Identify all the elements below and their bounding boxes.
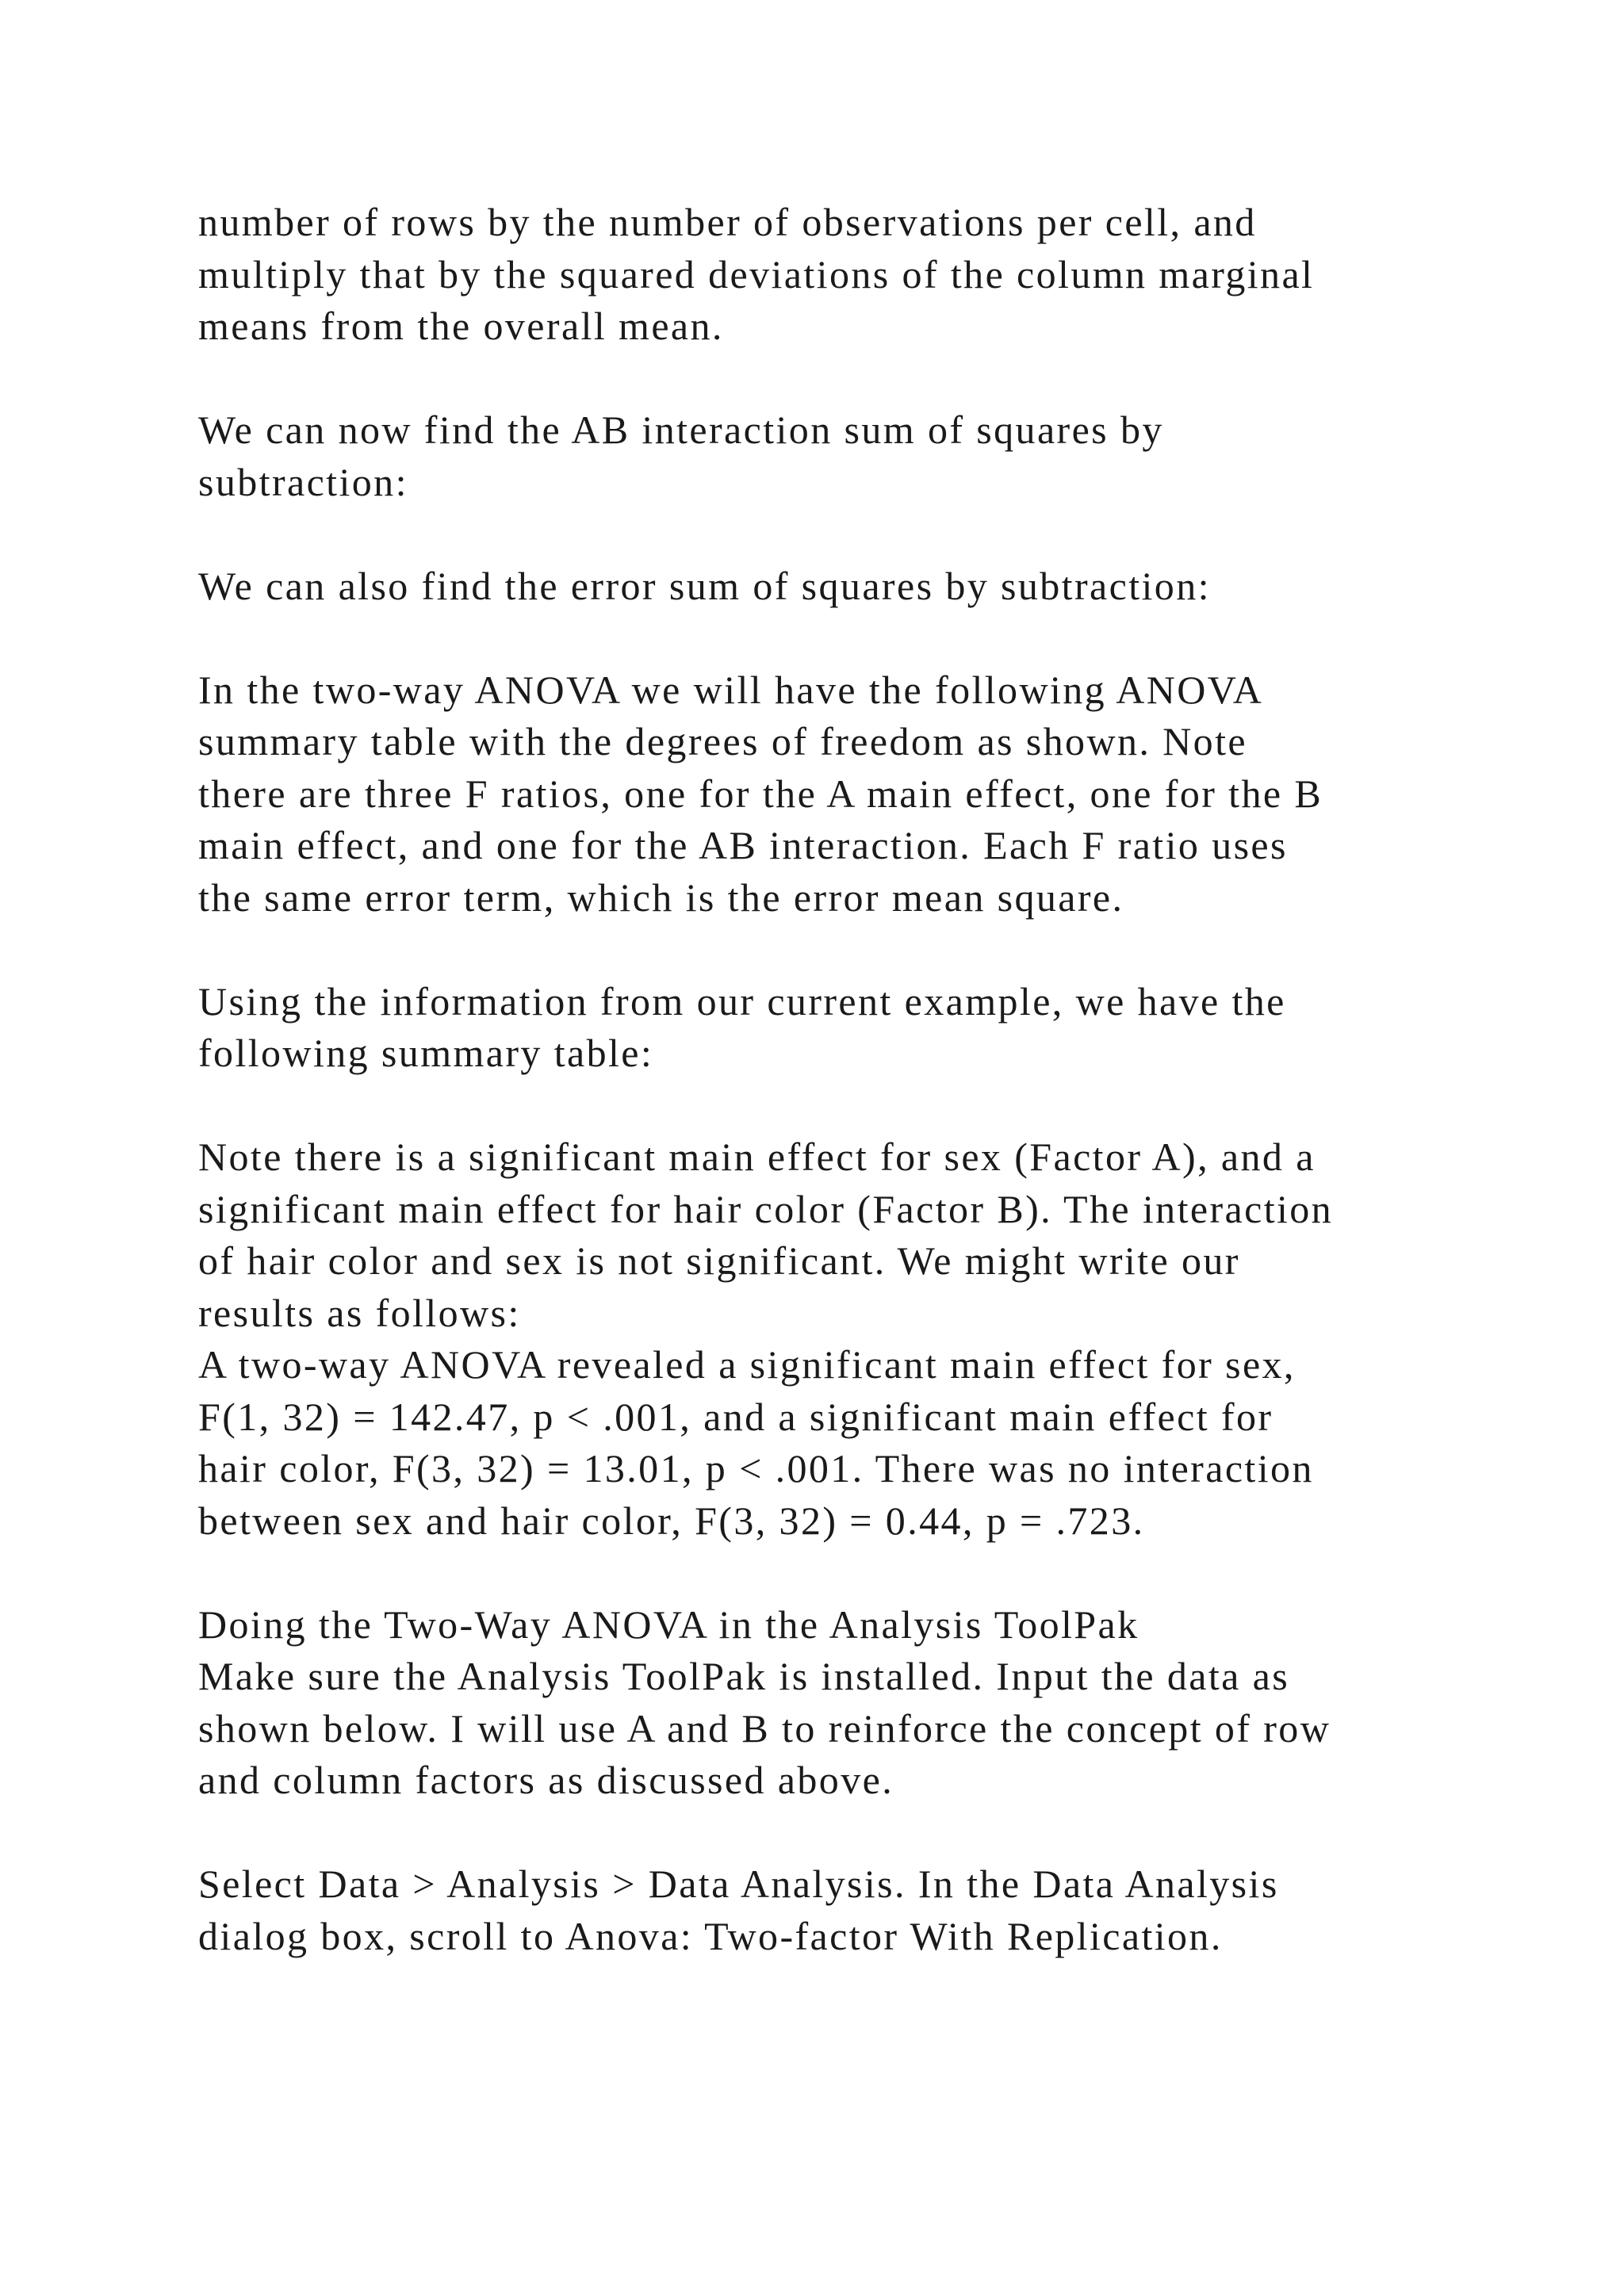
- text-line: between sex and hair color, F(3, 32) = 0.44, p = .723.: [198, 1498, 1145, 1543]
- text-line: multiply that by the squared deviations of the column marginal: [198, 251, 1315, 297]
- text-line: A two-way ANOVA revealed a significant main effect for sex,: [198, 1342, 1296, 1387]
- text-line: dialog box, scroll to Anova: Two-factor With Replication.: [198, 1913, 1223, 1958]
- paragraph-ab-interaction: [198, 404, 1546, 508]
- paragraph-error-ss: [198, 561, 1546, 613]
- paragraph-column-ss-explanation: [198, 197, 1546, 353]
- text-line: Make sure the Analysis ToolPak is installed. Input the data as: [198, 1654, 1290, 1698]
- text-line: the same error term, which is the error mean square.: [198, 874, 1124, 920]
- text-line: there are three F ratios, one for the A main effect, one for the B: [198, 771, 1323, 816]
- paragraph-gap: [198, 924, 1546, 976]
- text-line: results as follows:: [198, 1290, 521, 1335]
- text-line: and column factors as discussed above.: [198, 1758, 894, 1802]
- text-line: Note there is a significant main effect for sex (Factor A), and a: [198, 1135, 1316, 1179]
- text-line: significant main effect for hair color (Factor B). The interaction: [198, 1186, 1334, 1231]
- text-line: following summary table:: [198, 1031, 654, 1075]
- text-line: summary table with the degrees of freedom as shown. Note: [198, 719, 1247, 763]
- paragraph-gap: [198, 353, 1546, 405]
- paragraph-anova-summary: [198, 664, 1546, 924]
- paragraph-gap: [198, 1807, 1546, 1859]
- text-line: number of rows by the number of observations per cell, and: [198, 200, 1257, 244]
- paragraph-select-data: [198, 1858, 1546, 1962]
- paragraph-current-example: [198, 976, 1546, 1080]
- paragraph-toolpak: [198, 1599, 1546, 1807]
- text-line: of hair color and sex is not significant. We might write our: [198, 1238, 1240, 1283]
- text-line: Using the information from our current example, we have the: [198, 978, 1286, 1024]
- text-line: subtraction:: [198, 459, 408, 504]
- text-line: F(1, 32) = 142.47, p < .001, and a significant main effect for: [198, 1394, 1274, 1439]
- text-line: main effect, and one for the AB interaction. Each F ratio uses: [198, 823, 1288, 867]
- text-line: We can now find the AB interaction sum of squares by: [198, 408, 1164, 452]
- paragraph-gap: [198, 612, 1546, 664]
- paragraph-gap: [198, 1080, 1546, 1132]
- text-line: We can also find the error sum of squares by subtraction:: [198, 563, 1211, 608]
- document-body: [198, 197, 1546, 1962]
- paragraph-gap: [198, 508, 1546, 561]
- section-heading-line: Doing the Two-Way ANOVA in the Analysis ToolPak: [198, 1601, 1139, 1647]
- paragraph-gap: [198, 1547, 1546, 1599]
- text-line: means from the overall mean.: [198, 304, 724, 348]
- paragraph-results: [198, 1131, 1546, 1547]
- text-line: Select Data > Analysis > Data Analysis. In the Data Analysis: [198, 1862, 1279, 1906]
- text-line: In the two-way ANOVA we will have the following ANOVA: [198, 667, 1264, 712]
- text-line: hair color, F(3, 32) = 13.01, p < .001. There was no interaction: [198, 1446, 1314, 1490]
- text-line: shown below. I will use A and B to reinforce the concept of row: [198, 1705, 1331, 1751]
